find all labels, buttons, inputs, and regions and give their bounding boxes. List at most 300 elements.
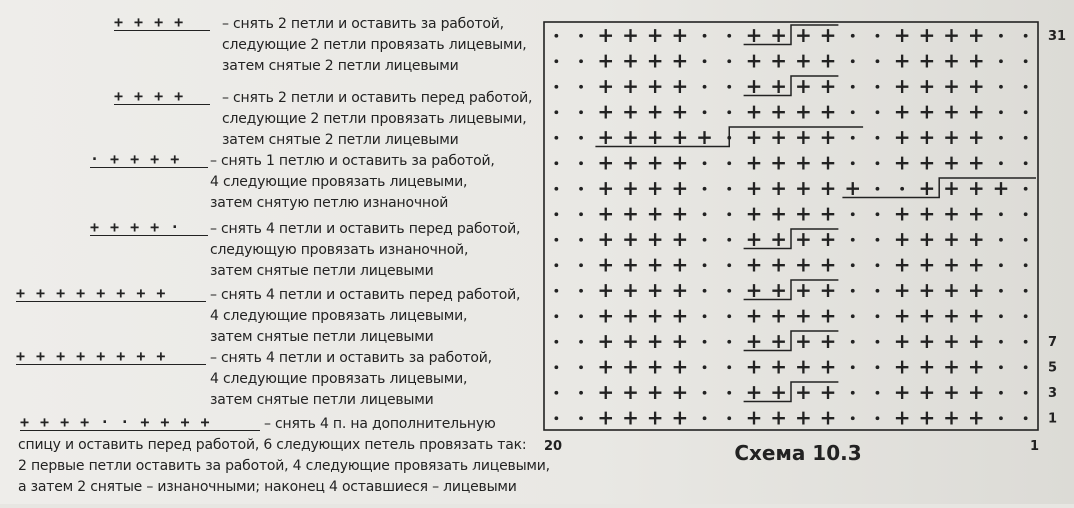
stitch-dot — [703, 59, 707, 63]
stitch-dot — [727, 391, 731, 395]
chart-title: Схема 10.3 — [734, 441, 862, 465]
stitch-dot — [999, 238, 1003, 242]
stitch-plus: + — [597, 73, 615, 98]
legend-text-line: а затем 2 снятые – изнаночными; наконец 4 оставшиеся – лицевыми — [18, 479, 517, 495]
legend-symbol-1 — [114, 12, 210, 32]
stitch-plus: + — [770, 175, 788, 200]
stitch-plus: + — [770, 73, 788, 98]
stitch-plus: + — [819, 124, 837, 149]
stitch-dot — [554, 59, 558, 63]
stitch-dot — [876, 136, 880, 140]
stitch-plus: + — [893, 124, 911, 149]
stitch-dot — [554, 365, 558, 369]
stitch-plus: + — [745, 328, 763, 353]
stitch-plus: + — [967, 226, 985, 251]
stitch-plus: + — [646, 226, 664, 251]
stitch-plus: + — [943, 48, 960, 73]
legend-symbol-underline — [114, 30, 210, 31]
stitch-plus: + — [671, 379, 689, 404]
stitch-plus: + — [597, 22, 615, 47]
legend-text-line: затем снятые 2 петли лицевыми — [222, 132, 459, 148]
stitch-dot — [554, 263, 558, 267]
stitch-dot — [851, 161, 855, 165]
stitch-plus: + — [622, 22, 639, 47]
stitch-plus: + — [622, 150, 639, 175]
stitch-dot — [876, 59, 880, 63]
stitch-dot — [851, 85, 855, 89]
stitch-plus: + — [646, 201, 664, 226]
stitch-plus: + — [819, 379, 837, 404]
stitch-plus: + — [943, 277, 960, 302]
stitch-dot — [579, 161, 583, 165]
legend-symbol-3 — [90, 149, 208, 169]
stitch-plus: + — [646, 379, 664, 404]
stitch-plus: + — [597, 201, 615, 226]
stitch-plus: + — [745, 226, 763, 251]
legend-symbol-underline — [16, 301, 206, 302]
stitch-plus: + — [646, 99, 664, 124]
stitch-plus: + — [819, 73, 837, 98]
stitch-plus: + — [918, 303, 936, 328]
stitch-dot — [851, 263, 855, 267]
stitch-plus: + — [622, 277, 639, 302]
stitch-plus: + — [967, 175, 985, 200]
column-label-left: 20 — [544, 439, 563, 454]
stitch-plus: + — [622, 124, 639, 149]
row-number-label: 31 — [1048, 28, 1067, 44]
stitch-dot — [579, 34, 583, 38]
stitch-dot — [554, 314, 558, 318]
stitch-dot — [999, 212, 1003, 216]
stitch-plus: + — [597, 99, 615, 124]
legend-text-line: – снять 4 петли и оставить перед работой, — [210, 221, 521, 237]
stitch-dot — [727, 161, 731, 165]
legend-text-line: затем снятые 2 петли лицевыми — [222, 58, 459, 74]
stitch-plus: + — [819, 48, 837, 73]
row-number-label: 7 — [1048, 334, 1058, 350]
stitch-dot — [876, 340, 880, 344]
stitch-plus: + — [967, 277, 985, 302]
stitch-plus: + — [992, 175, 1010, 200]
stitch-dot — [703, 238, 707, 242]
stitch-plus: + — [745, 48, 763, 73]
stitch-plus: + — [794, 252, 812, 277]
stitch-dot — [579, 212, 583, 216]
legend-text-line: спицу и оставить перед работой, 6 следующих петель провязать так: — [18, 437, 527, 453]
legend-text-line: – снять 2 петли и оставить за работой, — [222, 16, 504, 32]
stitch-dot — [1024, 340, 1028, 344]
stitch-plus: + — [794, 379, 812, 404]
stitch-dot — [727, 263, 731, 267]
stitch-plus: + — [646, 124, 664, 149]
stitch-plus: + — [646, 48, 664, 73]
stitch-dot — [554, 391, 558, 395]
stitch-plus: + — [622, 328, 639, 353]
stitch-plus: + — [794, 48, 812, 73]
stitch-dot — [1024, 85, 1028, 89]
stitch-plus: + — [967, 124, 985, 149]
stitch-plus: + — [967, 22, 985, 47]
stitch-plus: + — [671, 277, 689, 302]
stitch-plus: + — [671, 99, 689, 124]
stitch-plus: + — [943, 175, 960, 200]
stitch-plus: + — [819, 354, 837, 379]
stitch-dot — [727, 59, 731, 63]
stitch-dot — [851, 136, 855, 140]
stitch-plus: + — [918, 124, 936, 149]
stitch-plus: + — [671, 73, 689, 98]
stitch-dot — [900, 187, 904, 191]
stitch-dot — [554, 110, 558, 114]
legend-symbol-6 — [16, 346, 206, 366]
stitch-plus: + — [918, 73, 936, 98]
stitch-plus: + — [597, 277, 615, 302]
stitch-plus: + — [646, 277, 664, 302]
stitch-plus: + — [696, 124, 713, 149]
stitch-plus: + — [967, 303, 985, 328]
stitch-plus: + — [745, 252, 763, 277]
stitch-plus: + — [770, 226, 788, 251]
stitch-dot — [579, 238, 583, 242]
stitch-dot — [554, 161, 558, 165]
stitch-dot — [851, 238, 855, 242]
stitch-plus: + — [770, 22, 788, 47]
stitch-dot — [727, 212, 731, 216]
stitch-dot — [1024, 314, 1028, 318]
stitch-dot — [1024, 59, 1028, 63]
stitch-plus: + — [646, 22, 664, 47]
stitch-plus: + — [794, 277, 812, 302]
stitch-dot — [703, 391, 707, 395]
stitch-plus: + — [671, 124, 689, 149]
stitch-plus: + — [671, 201, 689, 226]
stitch-plus: + — [893, 328, 911, 353]
stitch-plus: + — [893, 277, 911, 302]
stitch-plus: + — [770, 379, 788, 404]
stitch-plus: + — [597, 252, 615, 277]
stitch-dot — [1024, 238, 1028, 242]
stitch-plus: + — [671, 354, 689, 379]
stitch-plus: + — [943, 73, 960, 98]
stitch-plus: + — [918, 277, 936, 302]
stitch-plus: + — [671, 252, 689, 277]
stitch-plus: + — [918, 405, 936, 430]
stitch-dot — [579, 263, 583, 267]
stitch-dot — [999, 59, 1003, 63]
stitch-dot — [1024, 391, 1028, 395]
stitch-dot — [851, 416, 855, 420]
stitch-dot — [554, 416, 558, 420]
stitch-dot — [579, 136, 583, 140]
stitch-plus: + — [943, 328, 960, 353]
stitch-plus: + — [646, 175, 664, 200]
stitch-dot — [1024, 34, 1028, 38]
stitch-plus: + — [646, 252, 664, 277]
stitch-plus: + — [671, 226, 689, 251]
stitch-plus: + — [646, 303, 664, 328]
stitch-plus: + — [943, 252, 960, 277]
stitch-plus: + — [622, 175, 639, 200]
stitch-plus: + — [794, 175, 812, 200]
stitch-dot — [554, 34, 558, 38]
stitch-plus: + — [794, 354, 812, 379]
stitch-dot — [579, 416, 583, 420]
stitch-dot — [727, 289, 731, 293]
stitch-plus: + — [893, 150, 911, 175]
stitch-dot — [876, 34, 880, 38]
stitch-plus: + — [819, 405, 837, 430]
stitch-dot — [727, 85, 731, 89]
stitch-plus: + — [943, 150, 960, 175]
stitch-dot — [851, 340, 855, 344]
stitch-plus: + — [967, 354, 985, 379]
stitch-dot — [851, 289, 855, 293]
stitch-dot — [703, 110, 707, 114]
stitch-plus: + — [622, 226, 639, 251]
stitch-plus: + — [943, 405, 960, 430]
stitch-plus: + — [918, 328, 936, 353]
stitch-dot — [579, 391, 583, 395]
stitch-dot — [876, 187, 880, 191]
legend-text-line: следующую провязать изнаночной, — [210, 242, 469, 258]
stitch-plus: + — [819, 22, 837, 47]
stitch-plus: + — [745, 201, 763, 226]
stitch-plus: + — [671, 22, 689, 47]
stitch-dot — [703, 416, 707, 420]
stitch-dot — [876, 416, 880, 420]
stitch-dot — [703, 161, 707, 165]
stitch-plus: + — [967, 99, 985, 124]
stitch-dot — [876, 365, 880, 369]
stitch-plus: + — [794, 328, 812, 353]
stitch-dot — [1024, 416, 1028, 420]
stitch-plus: + — [597, 175, 615, 200]
legend-text-line: – снять 4 петли и оставить за работой, — [210, 350, 492, 366]
legend-symbol-2 — [114, 86, 210, 106]
stitch-plus: + — [671, 405, 689, 430]
stitch-dot — [999, 110, 1003, 114]
stitch-plus: + — [967, 328, 985, 353]
column-label-right: 1 — [1030, 439, 1040, 454]
stitch-plus: + — [893, 73, 911, 98]
stitch-plus: + — [745, 124, 763, 149]
stitch-plus: + — [918, 48, 936, 73]
stitch-dot — [554, 136, 558, 140]
stitch-dot — [1024, 161, 1028, 165]
stitch-plus: + — [918, 99, 936, 124]
stitch-dot — [1024, 212, 1028, 216]
legend-text-line: затем снятые петли лицевыми — [210, 263, 434, 279]
stitch-plus: + — [819, 175, 837, 200]
legend-symbol-text: + + + + + + + + — [16, 347, 167, 365]
stitch-plus: + — [770, 99, 788, 124]
stitch-plus: + — [671, 175, 689, 200]
stitch-plus: + — [671, 328, 689, 353]
stitch-dot — [876, 161, 880, 165]
stitch-plus: + — [819, 201, 837, 226]
stitch-plus: + — [967, 201, 985, 226]
stitch-plus: + — [597, 150, 615, 175]
row-number-label: 1 — [1048, 411, 1058, 427]
legend-text-line: 4 следующие провязать лицевыми, — [210, 308, 468, 324]
stitch-dot — [727, 314, 731, 318]
row-number-label: 3 — [1048, 385, 1058, 401]
stitch-plus: + — [622, 303, 639, 328]
stitch-dot — [876, 289, 880, 293]
stitch-dot — [727, 110, 731, 114]
stitch-dot — [727, 238, 731, 242]
stitch-dot — [851, 365, 855, 369]
stitch-dot — [999, 340, 1003, 344]
legend-text-line: 4 следующие провязать лицевыми, — [210, 174, 468, 190]
stitch-plus: + — [770, 201, 788, 226]
stitch-plus: + — [597, 226, 615, 251]
stitch-plus: + — [794, 73, 812, 98]
stitch-dot — [1024, 187, 1028, 191]
stitch-plus: + — [646, 150, 664, 175]
stitch-plus: + — [967, 48, 985, 73]
legend-symbol-underline — [90, 235, 208, 236]
stitch-dot — [727, 340, 731, 344]
stitch-plus: + — [943, 22, 960, 47]
legend-symbol-text: + + + + + + + + — [16, 284, 167, 302]
stitch-plus: + — [745, 73, 763, 98]
stitch-plus: + — [671, 303, 689, 328]
stitch-dot — [999, 289, 1003, 293]
stitch-dot — [876, 212, 880, 216]
legend-symbol-underline — [16, 364, 206, 365]
stitch-plus: + — [770, 277, 788, 302]
stitch-plus: + — [794, 124, 812, 149]
stitch-dot — [554, 340, 558, 344]
stitch-plus: + — [770, 150, 788, 175]
stitch-dot — [727, 34, 731, 38]
legend-text-line: – снять 4 петли и оставить перед работой, — [210, 287, 521, 303]
stitch-plus: + — [893, 252, 911, 277]
stitch-plus: + — [819, 252, 837, 277]
stitch-plus: + — [770, 405, 788, 430]
stitch-dot — [579, 289, 583, 293]
stitch-plus: + — [918, 354, 936, 379]
stitch-dot — [703, 365, 707, 369]
stitch-plus: + — [622, 354, 639, 379]
stitch-plus: + — [918, 22, 936, 47]
legend-text-line: следующие 2 петли провязать лицевыми, — [222, 111, 527, 127]
stitch-plus: + — [967, 405, 985, 430]
stitch-dot — [876, 263, 880, 267]
stitch-plus: + — [967, 379, 985, 404]
stitch-plus: + — [646, 405, 664, 430]
stitch-plus: + — [943, 354, 960, 379]
stitch-plus: + — [967, 150, 985, 175]
legend-text-line: затем снятые петли лицевыми — [210, 329, 434, 345]
stitch-plus: + — [967, 252, 985, 277]
legend-symbol-text: · + + + + — [90, 150, 181, 168]
legend-symbol-underline — [90, 167, 208, 168]
stitch-plus: + — [844, 175, 862, 200]
stitch-dot — [851, 391, 855, 395]
stitch-dot — [579, 314, 583, 318]
stitch-plus: + — [770, 124, 788, 149]
legend-symbol-text: + + + + · — [90, 218, 181, 236]
stitch-dot — [554, 212, 558, 216]
stitch-dot — [999, 416, 1003, 420]
stitch-plus: + — [918, 175, 936, 200]
legend-symbol-text: + + + + — [114, 87, 185, 105]
stitch-dot — [1024, 289, 1028, 293]
stitch-plus: + — [943, 379, 960, 404]
stitch-plus: + — [597, 124, 615, 149]
stitch-dot — [851, 34, 855, 38]
stitch-dot — [999, 314, 1003, 318]
stitch-dot — [851, 59, 855, 63]
stitch-dot — [999, 391, 1003, 395]
stitch-plus: + — [918, 379, 936, 404]
stitch-dot — [579, 187, 583, 191]
stitch-plus: + — [597, 328, 615, 353]
stitch-plus: + — [745, 150, 763, 175]
stitch-plus: + — [819, 328, 837, 353]
legend-text-line: 4 следующие провязать лицевыми, — [210, 371, 468, 387]
stitch-plus: + — [745, 277, 763, 302]
legend-symbol-4 — [90, 217, 208, 237]
stitch-dot — [554, 187, 558, 191]
stitch-dot — [999, 161, 1003, 165]
stitch-dot — [579, 59, 583, 63]
stitch-dot — [703, 340, 707, 344]
stitch-dot — [999, 85, 1003, 89]
stitch-dot — [579, 365, 583, 369]
stitch-plus: + — [671, 48, 689, 73]
stitch-plus: + — [745, 379, 763, 404]
stitch-plus: + — [794, 226, 812, 251]
stitch-plus: + — [597, 48, 615, 73]
stitch-plus: + — [770, 354, 788, 379]
stitch-plus: + — [745, 175, 763, 200]
stitch-plus: + — [597, 354, 615, 379]
stitch-dot — [554, 289, 558, 293]
stitch-dot — [1024, 263, 1028, 267]
stitch-plus: + — [893, 405, 911, 430]
stitch-plus: + — [597, 303, 615, 328]
stitch-dot — [851, 212, 855, 216]
stitch-plus: + — [622, 48, 639, 73]
stitch-plus: + — [794, 405, 812, 430]
stitch-plus: + — [622, 201, 639, 226]
stitch-dot — [876, 238, 880, 242]
stitch-dot — [703, 314, 707, 318]
stitch-plus: + — [819, 226, 837, 251]
stitch-plus: + — [794, 99, 812, 124]
stitch-dot — [1024, 110, 1028, 114]
stitch-dot — [876, 314, 880, 318]
stitch-plus: + — [622, 379, 639, 404]
stitch-plus: + — [893, 226, 911, 251]
stitch-plus: + — [943, 303, 960, 328]
stitch-dot — [554, 238, 558, 242]
stitch-plus: + — [918, 226, 936, 251]
stitch-plus: + — [893, 22, 911, 47]
stitch-plus: + — [893, 48, 911, 73]
stitch-plus: + — [893, 303, 911, 328]
stitch-dot — [1024, 365, 1028, 369]
stitch-plus: + — [770, 48, 788, 73]
stitch-plus: + — [745, 99, 763, 124]
legend-symbol-text: + + + + · · + + + + — [20, 413, 211, 431]
legend-text-line: – снять 1 петлю и оставить за работой, — [210, 153, 495, 169]
legend-text-line: затем снятые петли лицевыми — [210, 392, 434, 408]
stitch-plus: + — [646, 73, 664, 98]
